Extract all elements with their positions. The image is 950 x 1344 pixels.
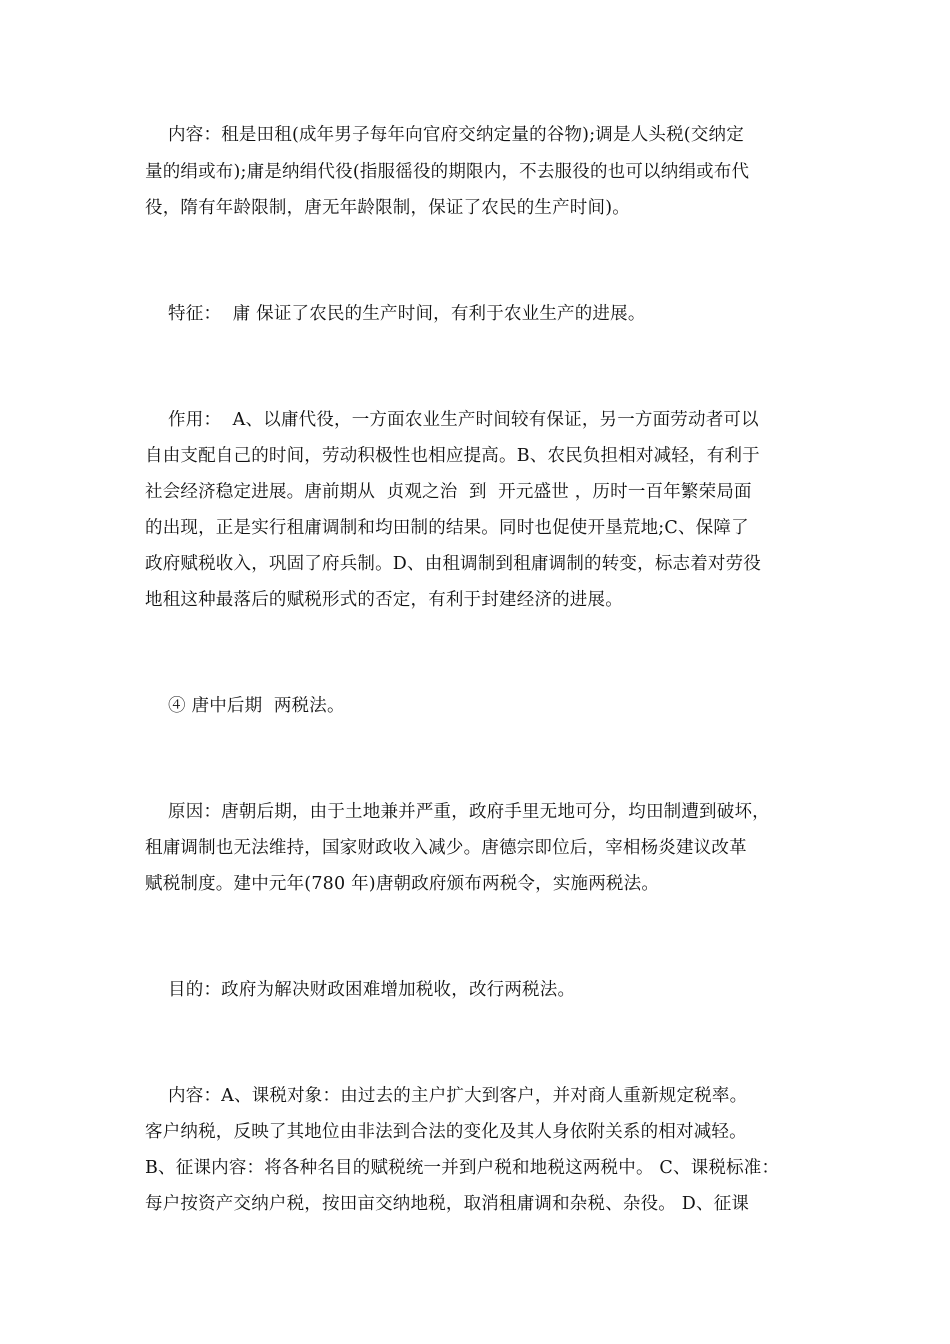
paragraph-content2-line-4: 每户按资产交纳户税，按田亩交纳地税，取消租庸调和杂税、杂役。 D、征课 (145, 1194, 750, 1214)
paragraph-effect-line-1: 作用： A、以庸代役，一方面农业生产时间较有保证，另一方面劳动者可以 (145, 410, 759, 430)
paragraph-content-line-2: 量的绢或布);庸是纳绢代役(指服徭役的期限内，不去服役的也可以纳绢或布代 (145, 162, 750, 182)
paragraph-effect-line-4: 的出现，正是实行租庸调制和均田制的结果。同时也促使开垦荒地;C、保障了 (145, 518, 749, 538)
paragraph-effect-line-3: 社会经济稳定进展。唐前期从 贞观之治 到 开元盛世 ，历时一百年繁荣局面 (145, 482, 752, 502)
paragraph-effect-line-2: 自由支配自己的时间，劳动积极性也相应提高。B、农民负担相对减轻，有利于 (145, 446, 760, 466)
paragraph-purpose-line-1: 目的：政府为解决财政困难增加税收，改行两税法。 (145, 980, 576, 1000)
paragraph-effect-line-5: 政府赋税收入，巩固了府兵制。D、由租调制到租庸调制的转变，标志着对劳役 (145, 554, 762, 574)
paragraph-effect-line-6: 地租这种最落后的赋税形式的否定，有利于封建经济的进展。 (145, 590, 623, 610)
paragraph-content2-line-1: 内容：A、课税对象：由过去的主户扩大到客户，并对商人重新规定税率。 (145, 1086, 748, 1106)
paragraph-reason-line-3: 赋税制度。建中元年(780 年)唐朝政府颁布两税令，实施两税法。 (145, 874, 660, 894)
paragraph-reason-line-2: 租庸调制也无法维持，国家财政收入减少。唐德宗即位后，宰相杨炎建议改革 (145, 838, 747, 858)
paragraph-content-line-1: 内容：租是田租(成年男子每年向官府交纳定量的谷物);调是人头税(交纳定 (145, 125, 744, 145)
paragraph-content2-line-3: B、征课内容：将各种名目的赋税统一并到户税和地税这两税中。 C、课税标准： (145, 1158, 780, 1178)
paragraph-content2-line-2: 客户纳税，反映了其地位由非法到合法的变化及其人身依附关系的相对减轻。 (145, 1122, 747, 1142)
paragraph-reason-line-1: 原因：唐朝后期，由于土地兼并严重，政府手里无地可分，均田制遭到破坏， (145, 802, 770, 822)
paragraph-content-line-3: 役，隋有年龄限制，唐无年龄限制，保证了农民的生产时间)。 (145, 198, 630, 218)
section-heading-liangshuifa: ④ 唐中后期 两税法。 (145, 696, 345, 716)
paragraph-feature-line-1: 特征： 庸 保证了农民的生产时间，有利于农业生产的进展。 (145, 304, 646, 324)
